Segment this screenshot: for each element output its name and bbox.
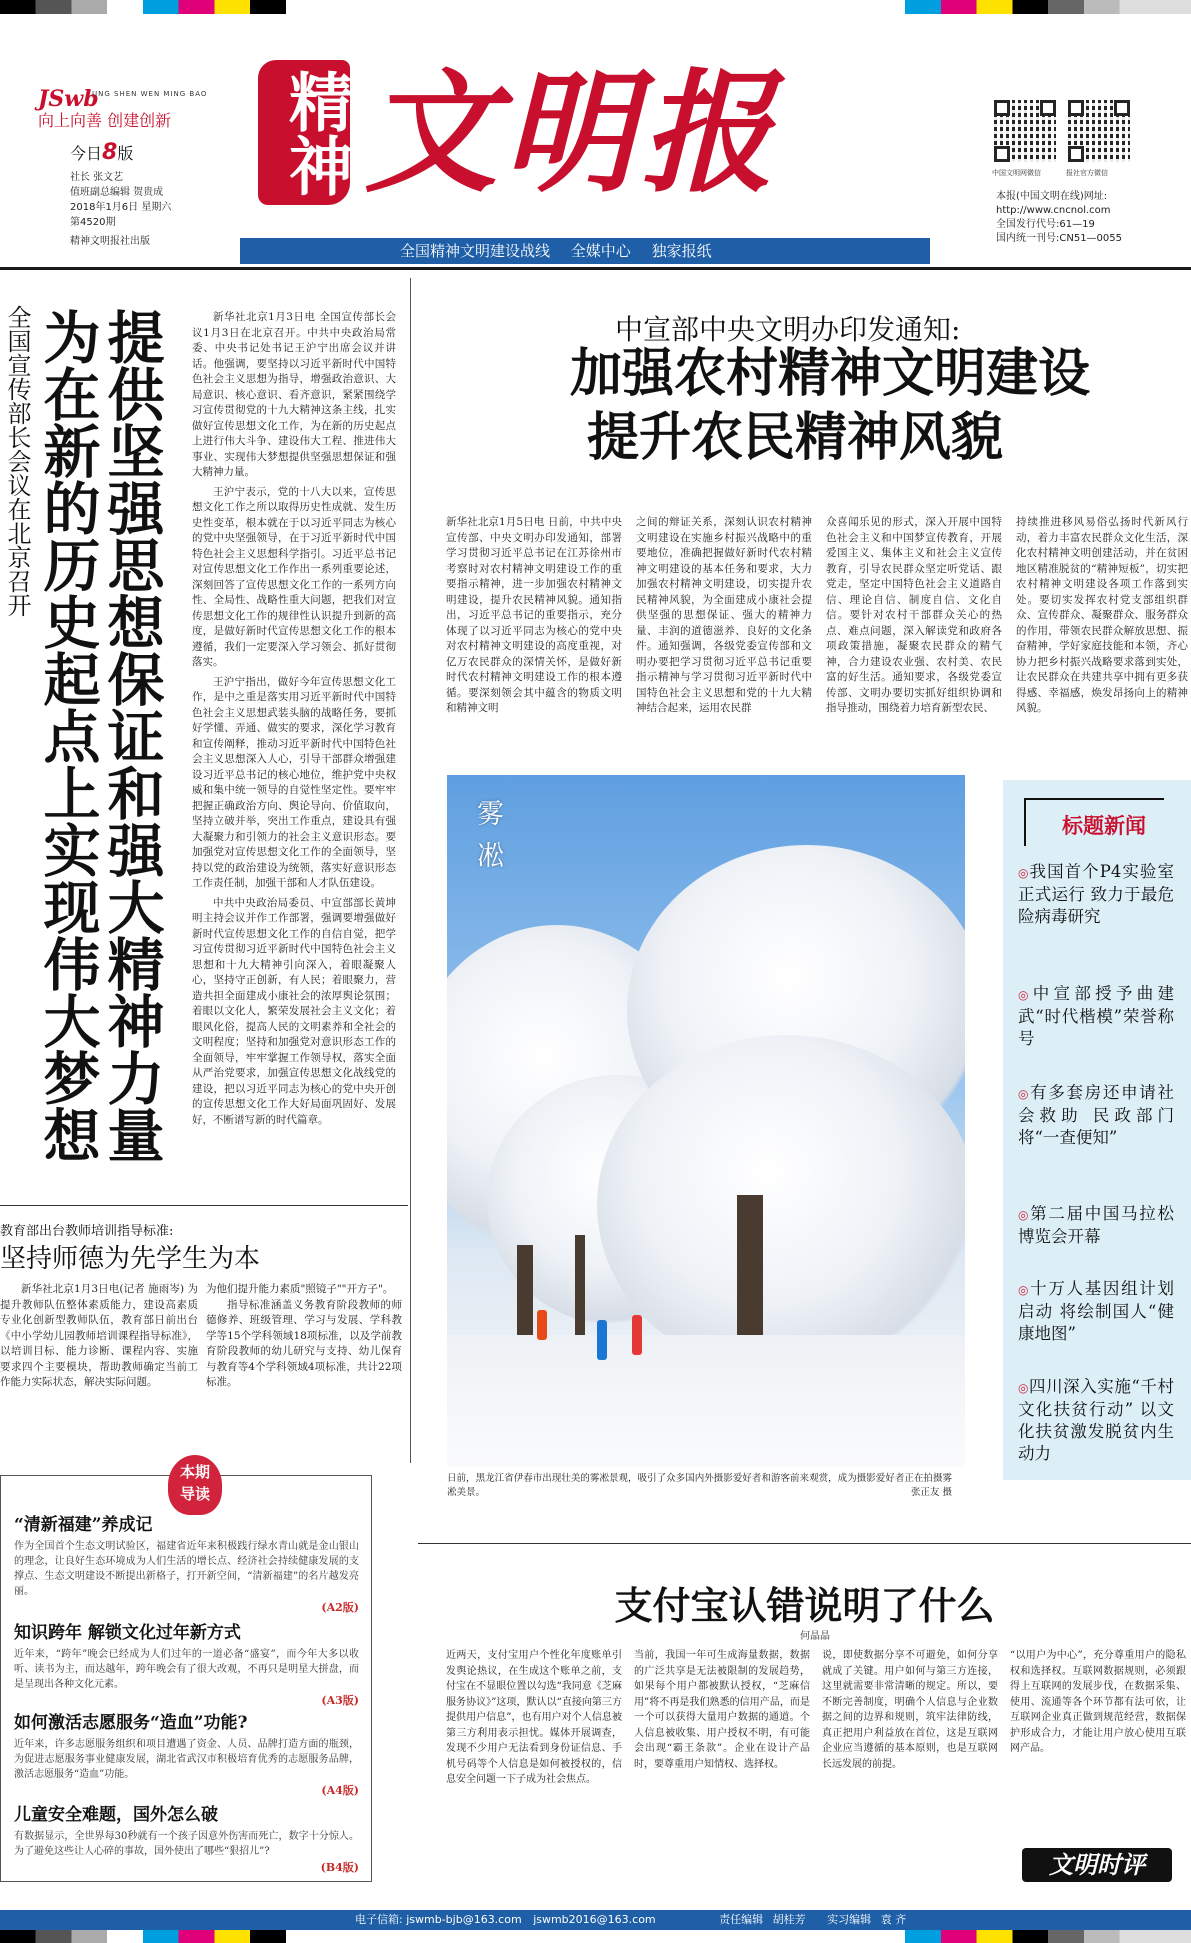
slogan: 向上向善 创建创新 — [38, 111, 172, 130]
registration-marks-bottom — [0, 1930, 1191, 1943]
left-story-body — [192, 310, 396, 1128]
qr-code-newspaper — [1068, 100, 1130, 162]
masthead-banner — [240, 238, 930, 264]
guide-item[interactable]: 如何激活志愿服务“造血”功能? 近年来，许多志愿服务组织和项目遭遇了资金、人员、品牌打造方面的瓶颈，为促进志愿服务事业健康发展，湖北省武汉市积极培育优秀的志愿服务品牌，激活志愿服务“造血”功能。 (A4版) — [14, 1713, 359, 1797]
top-story-col: 持续推进移风易俗弘扬时代新风行动，着力丰富农民群众文化生活，深化农村精神文明创建活动，并在贫困地区精准脱贫的“精神短板”，切实把农村精神文明建设各项工作落到实处。要切实发挥农村党支部组织群众、宣传群众、凝聚群众、服务群众的作用，带领农民群众解放思想、振奋精神，学好家庭技能和本领，齐心协力把乡村振兴战略要求落到实处，让农民群众在共建共享中拥有更多获得感、幸福感，焕发昂扬向上的精神风貌。 — [1016, 516, 1188, 714]
paragraph: 王沪宁指出，做好今年宣传思想文化工作，是中之重是落实用习近平新时代中国特色社会主义思想武装头脑的战略任务，要抓好学懂、弄通、做实的要求，深化学习教育和宣传阐释，推动习近平新时代中国特色社会主义思想深入人心，引导干部群众增强建设习近平总书记的核心地位，维护党中央权威和集中统一领导的自觉性坚定性。要牢牢把握正确政治方向、舆论导向、价值取向，坚持立破并举，突出工作重点，建设具有强大凝聚力和引领力的社会主义意识形态。要加强党对宣传思想文化工作的全面领导，坚持以党的政治建设为统领，落实好意识形态工作责任制，加强干部和人才队伍建设。 — [192, 675, 396, 889]
top-story-kicker: 中宣部中央文明办印发通知: — [615, 313, 961, 346]
bullet-icon: ◎ — [1018, 1283, 1031, 1297]
guide-item[interactable]: 知识跨年 解锁文化过年新方式 近年来，“跨年”晚会已经成为人们过年的一道必备“盛宴”，而今年大多以收听、读书为主，而达越年，跨年晚会有了很大改观，不再只是明星大拼盘，而是呈现出各种文化元素。 (A3版) — [14, 1623, 359, 1707]
banner-item: 全国精神文明建设战线 — [400, 242, 551, 260]
top-story-headline-2: 提升农民精神风貌 — [586, 407, 1003, 468]
qr-label-1: 中国文明网微信 — [992, 169, 1041, 177]
photo-caption: 日前，黑龙江省伊春市出现壮美的雾凇景观，吸引了众多国内外摄影爱好者和游客前来观赏，成为摄影爱好者正在拍摄雾凇美景。 张正友 摄 — [447, 1473, 952, 1498]
banner-item: 独家报纸 — [651, 242, 712, 260]
education-headline: 坚持师德为先学生为本 — [0, 1244, 261, 1274]
masthead-meta — [70, 170, 171, 249]
photo-trunk — [737, 1195, 763, 1345]
guide-item[interactable]: 儿童安全难题，国外怎么破 有数据显示，全世界每30秒就有一个孩子因意外伤害而死亡，数字十分惊人。为了避免这些让人心碎的事故，国外使出了哪些“狠招儿”? (B4版) — [14, 1805, 359, 1874]
issue-number: 第4520期 — [70, 217, 116, 228]
commentary-col: “以用户为中心”，充分尊重用户的隐私权和选择权。互联网数据规则，必须跟得上互联网的发展步伐，在数据采集、使用、流通等各个环节都有法可依，让互联网企业真正做到规范经营，数据保护形成合力，才能让用户放心使用互联网产品。 — [1010, 1650, 1186, 1754]
rime-photo — [447, 775, 965, 1467]
commentary-author: 何晶晶 — [800, 1631, 830, 1642]
commentary-col: 说，即使数据分享不可避免，如何分享就成了关键。用户如何与第三方连接，这里就需要非常清晰的规定。所以，要不断完善制度，明确个人信息与企业数据之间的边界和规则，筑牢法律防线，真正把用户利益放在首位，这是互联网企业应当遵循的基本原则，也是互联网长远发展的前提。 — [822, 1650, 998, 1770]
top-story-col: 众喜闻乐见的形式，深入开展中国特色社会主义和中国梦宣传教育，开展爱国主义、集体主义和社会主义宣传教育，引导农民群众坚定听党话、跟党走，坚定中国特色社会主义道路自信、理论自信、制度自信、文化自信。要针对农村干部群众关心的热点、难点问题，深入解读党和政府各项政策措施，凝聚农民群众的精气神，合力建设农业强、农村美、农民富的好生活。通知要求，各级党委宣传部、文明办要切实抓好组织协调和指导推动，围绕着力培育新型农民、 — [826, 516, 1002, 714]
guide-page-ref[interactable]: (A4版) — [321, 1784, 359, 1797]
today-pages: 今日8版 — [70, 140, 134, 165]
site-url[interactable]: http://www.cncnol.com — [996, 205, 1111, 216]
top-story-headline-1: 加强农村精神文明建设 — [569, 343, 1090, 404]
footer-editor: 胡桂芳 — [772, 1913, 806, 1926]
news-item[interactable]: ◎我国首个P4实验室正式运行 致力于最危险病毒研究 — [1018, 862, 1174, 926]
news-item[interactable]: ◎十万人基因组计划启动 将绘制国人“健康地图” — [1018, 1279, 1174, 1343]
education-body-col1: 新华社北京1月3日电(记者 施雨岑) 为提升教师队伍整体素质能力，建设高素质专业化创新型教师队伍，教育部日前出台《中小学幼儿园教师培训课程指导标准》，以培训目标、能力诊断、课程内容、实施要求四个主要模块，帮助教师确定当前工作能力实际状态，解决实际问题。 — [0, 1283, 198, 1388]
bullet-icon: ◎ — [1018, 1087, 1031, 1101]
left-story-rule — [0, 1205, 408, 1206]
paragraph: 中共中央政治局委员、中宣部部长黄坤明主持会议并作工作部署，强调要增强做好新时代宣传思想文化工作的自信自觉，把学习宣传贯彻习近平新时代中国特色社会主义思想和十九大精神引向深入，着眼凝聚人心，坚持守正创新，有人民；着眼聚力，营造共担全面建成小康社会的浓厚舆论氛围；着眼以文化人，繁荣发展社会主义文化；着眼风化俗，提高人民的文明素养和全社会的文明程度；坚持和加强党对意识形态工作的全面领导，牢牢掌握工作领导权，落实全面从严治党要求，加强宣传思想文化战线党的建设，把以习近平同志为核心的党中央开创的宣传思想文化工作大好局面巩固好、发展好，不断谱写新的时代篇章。 — [192, 896, 396, 1126]
commentary-col: 近两天，支付宝用户个性化年度账单引发舆论热议，在生成这个账单之前，支付宝在不显眼位置以勾选“我同意《芝麻服务协议》”这项，默认以“直接向第三方提供用户信息”，也有用户对个人信息被第三方利用表示担忧。媒体开展调查，发现不少用户无法看到身份证信息、手机号码等个人信息是如何被授权的，信息安全问题一下子成为社会焦点。 — [446, 1650, 622, 1785]
qr-code-wenming — [994, 100, 1056, 162]
bullet-icon: ◎ — [1018, 1208, 1031, 1222]
left-story-subhead: 全国宣传部长会议在北京召开 — [3, 305, 31, 617]
news-item[interactable]: ◎中宣部授予曲建武“时代楷模”荣誉称号 — [1018, 984, 1174, 1048]
commentary-badge: 文明时评 — [1022, 1848, 1172, 1882]
site-info: 本报(中国文明在线)网址: http://www.cncnol.com 全国发行代号:61—19 国内统一刊号:CN51—0055 — [996, 191, 1123, 244]
photo-tree — [597, 1035, 965, 1375]
registration-marks-top — [0, 0, 1191, 14]
president: 社长 张文艺 — [70, 172, 124, 183]
guide-item[interactable]: “清新福建”养成记 作为全国首个生态文明试验区，福建省近年来积极践行绿水青山就是金山银山的理念，让良好生态环境成为人们生活的增长点、经济社会持续健康发展的支撑点、生态文明建设不断提出新格子，打开新空间，“清新福建”的名片越发亮丽。 (A2版) — [14, 1515, 359, 1614]
qr-label-2: 报社官方微信 — [1066, 169, 1108, 177]
left-story-headline-2: 为在新的历史起点上实现伟大梦想 — [34, 308, 101, 1163]
footer-intern: 袁 齐 — [880, 1913, 907, 1926]
deputy-editor: 值班副总编辑 贺贵成 — [70, 187, 164, 198]
guide-badge: 本期 导读 — [168, 1455, 222, 1515]
commentary-rule — [418, 1543, 1191, 1544]
banner-item: 全媒中心 — [570, 242, 631, 260]
news-item[interactable]: ◎第二届中国马拉松博览会开幕 — [1018, 1204, 1174, 1246]
bullet-icon: ◎ — [1018, 988, 1033, 1002]
title-main: 文明报 — [365, 56, 779, 211]
publisher: 精神文明报社出版 — [70, 236, 150, 247]
news-item[interactable]: ◎四川深入实施“千村文化扶贫行动” 以文化扶贫激发脱贫内生动力 — [1018, 1377, 1174, 1463]
issue-date: 2018年1月6日 星期六 — [70, 202, 172, 213]
logo-pinyin: JING SHEN WEN MING BAO — [92, 90, 208, 98]
headline-news-heading: 标题新闻 — [1062, 813, 1146, 838]
commentary-headline: 支付宝认错说明了什么 — [614, 1583, 995, 1628]
news-item[interactable]: ◎有多套房还申请社会救助 民政部门将“一查便知” — [1018, 1083, 1174, 1147]
paragraph: 新华社北京1月3日电 全国宣传部长会议1月3日在北京召开。中共中央政治局常委、中央书记处书记王沪宁出席会议并讲话。他强调，要坚持以习近平新时代中国特色社会主义思想为指导，增强政治意识、大局意识、核心意识、看齐意识，紧紧围绕学习宣传贯彻党的十九大精神这条主线，扎实做好宣传思想文化工作，为在新的历史起点上进行伟大斗争、建设伟大工程、推进伟大事业、实现伟大梦想提供坚强思想保证和强大精神力量。 — [192, 311, 396, 478]
commentary-col: 当前，我国一年可生成海量数据，数据的广泛共享是无法被限制的发展趋势，如果每个用户都被默认授权，“芝麻信用”将不再是我们熟悉的信用产品，而是一个可以获得大量用户数据的通道。个人信息被收集、用户授权不明，有可能会出现“霸王条款”。企业在设计产品时，要尊重用户知情权、选择权。 — [634, 1650, 810, 1770]
bullet-icon: ◎ — [1018, 1381, 1030, 1395]
guide-page-ref[interactable]: (B4版) — [320, 1861, 359, 1874]
masthead-rule — [0, 267, 1191, 270]
logo-mark: JSwb — [38, 86, 99, 112]
guide-page-ref[interactable]: (A2版) — [321, 1601, 359, 1614]
photo-title: 雾 凇 — [477, 799, 504, 872]
paragraph: 王沪宁表示，党的十八大以来，宣传思想文化工作之所以取得历史性成就、发生历史性变革，根本就在于以习近平同志为核心的党中央坚强领导，在于习近平新时代中国特色社会主义思想科学指引。习近平总书记对宣传思想文化工作作出一系列重要论述，深刻回答了宣传思想文化工作的一系列方向性、全局性、战略性重大问题，把我们对宣传思想文化工作的规律性认识提升到新的高度，是做好新时代宣传思想文化工作的根本遵循，我们一定要深入学习领会、抓好贯彻落实。 — [192, 485, 396, 668]
photo-person — [632, 1315, 642, 1355]
column-divider — [410, 278, 411, 1463]
guide-page-ref[interactable]: (A3版) — [321, 1694, 359, 1707]
photo-credit: 张正友 摄 — [910, 1487, 952, 1498]
top-story-col: 之间的辩证关系，深刻认识农村精神文明建设在实施乡村振兴战略中的重要地位，准确把握做好新时代农村精神文明建设的基本任务和要求，大力加强农村精神文明建设，切实提升农民精神风貌，为全面建成小康社会提供坚强的思想保证、强大的精神力量、丰润的道德滋养、良好的文化条件。通知强调，各级党委宣传部和文明办要把学习贯彻习近平总书记重要指示精神与学习贯彻习近平新时代中国特色社会主义思想和党的十九大精神结合起来，运用农民群 — [636, 516, 812, 714]
footer-email-1[interactable]: jswmb-bjb@163.com — [406, 1913, 522, 1926]
photo-snow-ground — [447, 1335, 965, 1467]
photo-trunk — [575, 1235, 585, 1345]
education-body-col2: 为他们提升能力素质"照镜子""开方子"。 指导标准涵盖义务教育阶段教师的师德修养、班级管理、学习与发展、学科教学等15个学科领域18项标准，以及学前教育阶段教师的幼儿研究与支持、幼儿保育与教育等4个学科领域4项标准，共计22项标准。 — [206, 1283, 402, 1388]
bullet-icon: ◎ — [1018, 866, 1030, 880]
education-kicker: 教育部出台教师培训指导标准: — [0, 1224, 174, 1239]
footer-email-2[interactable]: jswmb2016@163.com — [533, 1913, 656, 1926]
photo-person — [597, 1320, 607, 1360]
footer-bar: 电子信箱: jswmb-bjb@163.com jswmb2016@163.com 责任编辑 胡桂芳 实习编辑 袁 齐 — [0, 1910, 1191, 1930]
title-seal: 精神 — [258, 60, 350, 205]
photo-person — [537, 1310, 547, 1340]
top-story-col: 新华社北京1月5日电 日前，中共中央宣传部、中央文明办印发通知，部署学习贯彻习近平总书记在江苏徐州市考察时对农村精神文明建设工作的重要指示精神，进一步加强农村精神文明建设，提升农民精神风貌。通知指出，习近平总书记的重要指示，充分体现了以习近平同志为核心的党中央对农村精神文明建设的高度重视，对亿万农民群众的深情关怀，是做好新时代农村精神文明建设工作的根本遵循。要深刻领会其中蕴含的物质文明和精神文明 — [446, 516, 622, 714]
left-story-headline-1: 提供坚强思想保证和强大精神力量 — [98, 308, 165, 1163]
